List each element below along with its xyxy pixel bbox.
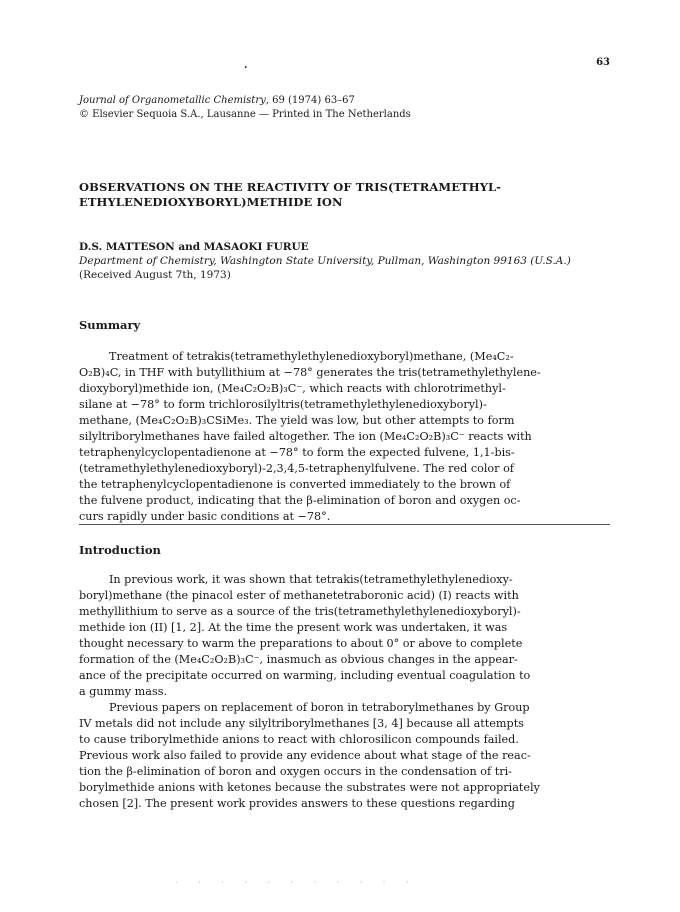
- intro-line: methyllithium to serve as a source of the tris(tetramethylethylenedioxyboryl)-: [79, 605, 521, 618]
- intro-line: Previous papers on replacement of boron in tetraborylmethanes by Group: [109, 701, 530, 714]
- intro-line: chosen [2]. The present work provides answers to these questions regarding: [79, 797, 515, 810]
- title-line-2: ETHYLENEDIOXYBORYL)METHIDE ION: [79, 195, 343, 209]
- intro-line: thought necessary to warm the preparations to about 0° or above to complete: [79, 637, 523, 650]
- intro-line: boryl)methane (the pinacol ester of methanetetraboronic acid) (I) reacts with: [79, 589, 519, 602]
- summary-line: silane at −78° to form trichlorosilyltris(tetramethylethylenedioxyboryl)-: [79, 398, 487, 411]
- journal-citation: [79, 94, 619, 108]
- summary-line: methane, (Me₄C₂O₂B)₃CSiMe₃. The yield was low, but other attempts to form: [79, 414, 515, 427]
- page-mark: .: [244, 60, 248, 71]
- intro-line: formation of the (Me₄C₂O₂B)₃C⁻, inasmuch as obvious changes in the appear-: [79, 653, 518, 666]
- summary-line: (tetramethylethylenedioxyboryl)-2,3,4,5-tetraphenylfulvene. The red color of: [79, 462, 514, 475]
- journal-header: [79, 94, 619, 122]
- journal-name: Journal of Organometallic Chemistry: [79, 95, 266, 106]
- intro-line: Previous work also failed to provide any evidence about what stage of the reac-: [79, 749, 531, 762]
- intro-line: In previous work, it was shown that tetrakis(tetramethylethylenedioxy-: [109, 573, 513, 586]
- introduction-heading: Introduction: [79, 543, 161, 557]
- summary-heading: Summary: [79, 318, 141, 332]
- intro-line: IV metals did not include any silyltriborylmethanes [3, 4] because all attempts: [79, 717, 524, 730]
- title-line-1: OBSERVATIONS ON THE REACTIVITY OF TRIS(TETRAMETHYL-: [79, 180, 502, 194]
- intro-line: tion the β-elimination of boron and oxygen occurs in the condensation of tri-: [79, 765, 512, 778]
- intro-line: ance of the precipitate occurred on warming, including eventual coagulation to: [79, 669, 531, 682]
- summary-line: silyltriborylmethanes have failed altogether. The ion (Me₄C₂O₂B)₃C⁻ reacts with: [79, 430, 532, 443]
- summary-line: dioxyboryl)methide ion, (Me₄C₂O₂B)₃C⁻, which reacts with chlorotrimethyl-: [79, 382, 506, 395]
- page-number: 63: [596, 57, 610, 68]
- author-affiliation: Department of Chemistry, Washington State University, Pullman, Washington 99163 (U.S.A.): [79, 255, 571, 267]
- author-block: [79, 240, 619, 282]
- introduction-body: [79, 572, 611, 812]
- article-title: [79, 180, 619, 210]
- summary-line: curs rapidly under basic conditions at −78°.: [79, 510, 331, 523]
- scan-artifact: · · · · · · · · · · ·: [175, 878, 418, 887]
- summary-line: tetraphenylcyclopentadienone at −78° to form the expected fulvene, 1,1-bis-: [79, 446, 515, 459]
- intro-line: methide ion (II) [1, 2]. At the time the present work was undertaken, it was: [79, 621, 508, 634]
- received-date: (Received August 7th, 1973): [79, 269, 231, 281]
- summary-line: O₂B)₄C, in THF with butyllithium at −78° generates the tris(tetramethylethylene-: [79, 366, 541, 379]
- summary-line: the tetraphenylcyclopentadienone is converted immediately to the brown of: [79, 478, 511, 491]
- summary-line: Treatment of tetrakis(tetramethylethylenedioxyboryl)methane, (Me₄C₂-: [109, 350, 514, 363]
- journal-volume: , 69 (1974) 63–67: [265, 95, 355, 106]
- intro-line: borylmethide anions with ketones because the substrates were not appropriately: [79, 781, 540, 794]
- summary-line: the fulvene product, indicating that the β-elimination of boron and oxygen oc-: [79, 494, 521, 507]
- publisher-line: © Elsevier Sequoia S.A., Lausanne — Printed in The Netherlands: [79, 109, 411, 120]
- section-divider: [79, 524, 610, 525]
- summary-paragraph: [79, 349, 611, 525]
- intro-line: to cause triborylmethide anions to react with chlorosilicon compounds failed.: [79, 733, 519, 746]
- intro-line: a gummy mass.: [79, 685, 168, 698]
- author-names: D.S. MATTESON and MASAOKI FURUE: [79, 241, 309, 253]
